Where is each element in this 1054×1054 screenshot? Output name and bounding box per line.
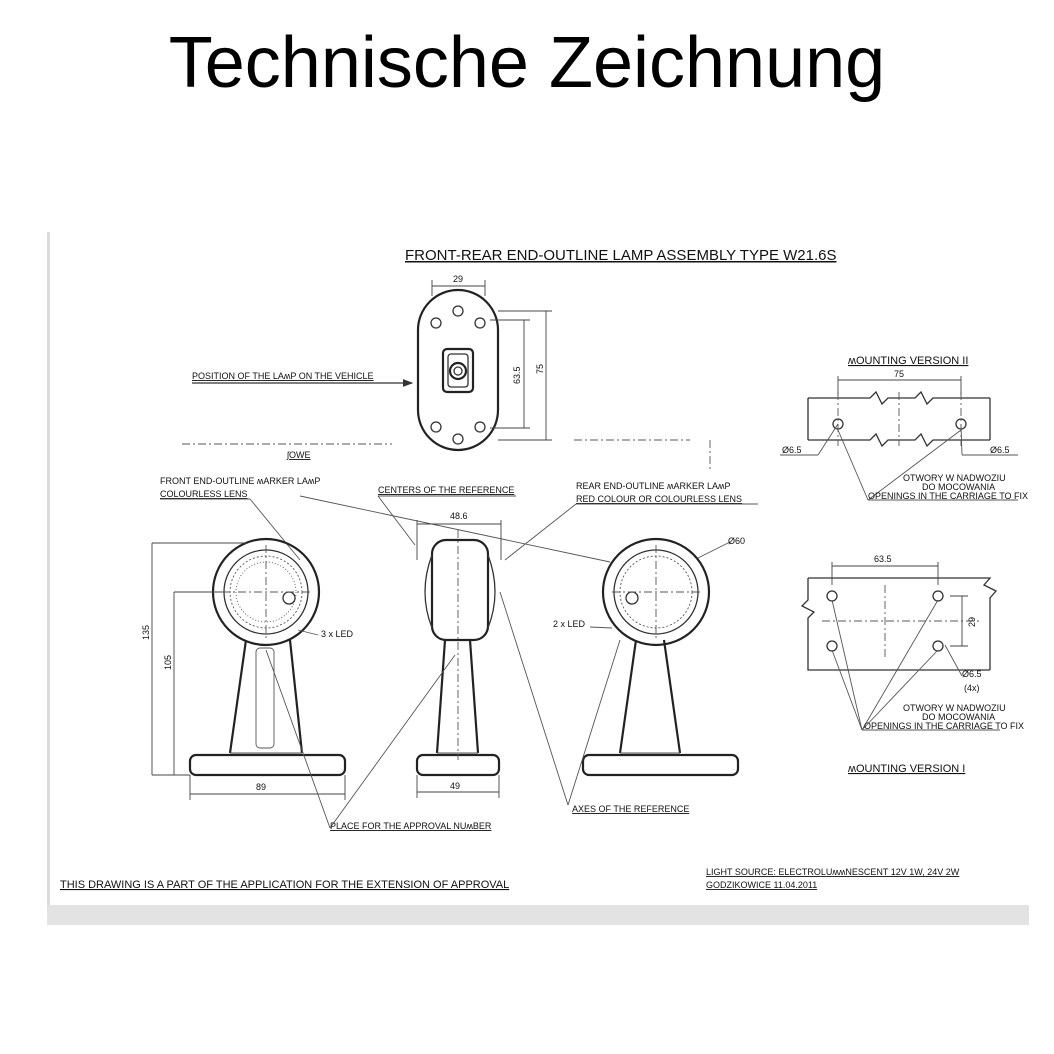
drawing-title: FRONT-REAR END-OUTLINE LAMP ASSEMBLY TYPE W21.6S <box>405 247 837 264</box>
middle-lamp-view <box>330 520 568 828</box>
dim-48-6: 48.6 <box>450 511 468 521</box>
label-2-led: 2 x LED <box>553 619 586 629</box>
label-front-lamp-2: COLOURLESS LENS <box>160 489 248 499</box>
footer-note: THIS DRAWING IS A PART OF THE APPLICATION FOR THE EXTENSION OF APPROVAL <box>60 879 510 891</box>
dim-105: 105 <box>163 654 173 670</box>
mounting-2-hole-right: Ø6.5 <box>990 445 1010 455</box>
mounting-1-note-pl2: DO MOCOWANIA <box>922 712 996 722</box>
dim-29: 29 <box>453 274 464 284</box>
dim-89: 89 <box>256 782 267 792</box>
label-rear-lamp-2: RED COLOUR OR COLOURLESS LENS <box>576 494 743 504</box>
mounting-2-note-pl1: OTWORY W NADWOZIU <box>903 473 1006 483</box>
footer-light-source: LIGHT SOURCE: ELECTROLUʍʍNESCENT 12V 1W, 24V 2W <box>706 867 960 877</box>
mounting-1-hole-count: (4x) <box>964 683 980 693</box>
label-centers: CENTERS OF THE REFERENCE <box>378 485 515 495</box>
dim-135: 135 <box>141 624 151 640</box>
mounting-2-note-pl2: DO MOCOWANIA <box>922 482 996 492</box>
mounting-1-dim-29: 29 <box>967 616 977 627</box>
left-lamp-view <box>152 539 345 828</box>
mounting-1-hole: Ø6.5 <box>962 669 982 679</box>
dim-63-5: 63.5 <box>512 366 522 384</box>
mounting-2-title: ʍOUNTING VERSION II <box>848 355 969 367</box>
right-lamp-view <box>568 539 738 805</box>
mounting-2-note-en: OPENINGS IN THE CARRIAGE TO FIX <box>868 491 1029 501</box>
mounting-2-hole-left: Ø6.5 <box>782 445 802 455</box>
dim-60: Ø60 <box>728 536 746 546</box>
mounting-1-title: ʍOUNTING VERSION I <box>848 763 966 775</box>
page-title: Technische Zeichnung <box>168 23 886 103</box>
mounting-1-note-en: OPENINGS IN THE CARRIAGE TO FIX <box>864 721 1025 731</box>
label-rear-lamp-1: REAR END-OUTLINE ʍARKER LAʍP <box>576 481 731 491</box>
top-view-plate <box>192 280 552 450</box>
dim-75-height: 75 <box>535 363 545 374</box>
mounting-1-note-pl1: OTWORY W NADWOZIU <box>903 703 1006 713</box>
label-3-led: 3 x LED <box>321 629 354 639</box>
footer-place-date: GODZIKOWICE 11.04.2011 <box>706 880 818 890</box>
position-label: POSITION OF THE LAʍP ON THE VEHICLE <box>192 371 374 381</box>
mounting-2-dim-75: 75 <box>894 369 905 379</box>
mounting-1-dim-63-5: 63.5 <box>874 554 892 564</box>
dim-49: 49 <box>450 781 461 791</box>
label-front-lamp-1: FRONT END-OUTLINE ʍARKER LAʍP <box>160 476 321 486</box>
label-approval: PLACE FOR THE APPROVAL NUʍBER <box>330 821 492 831</box>
label-lowe: ʃOWE <box>287 450 311 460</box>
label-axes: AXES OF THE REFERENCE <box>572 804 690 814</box>
